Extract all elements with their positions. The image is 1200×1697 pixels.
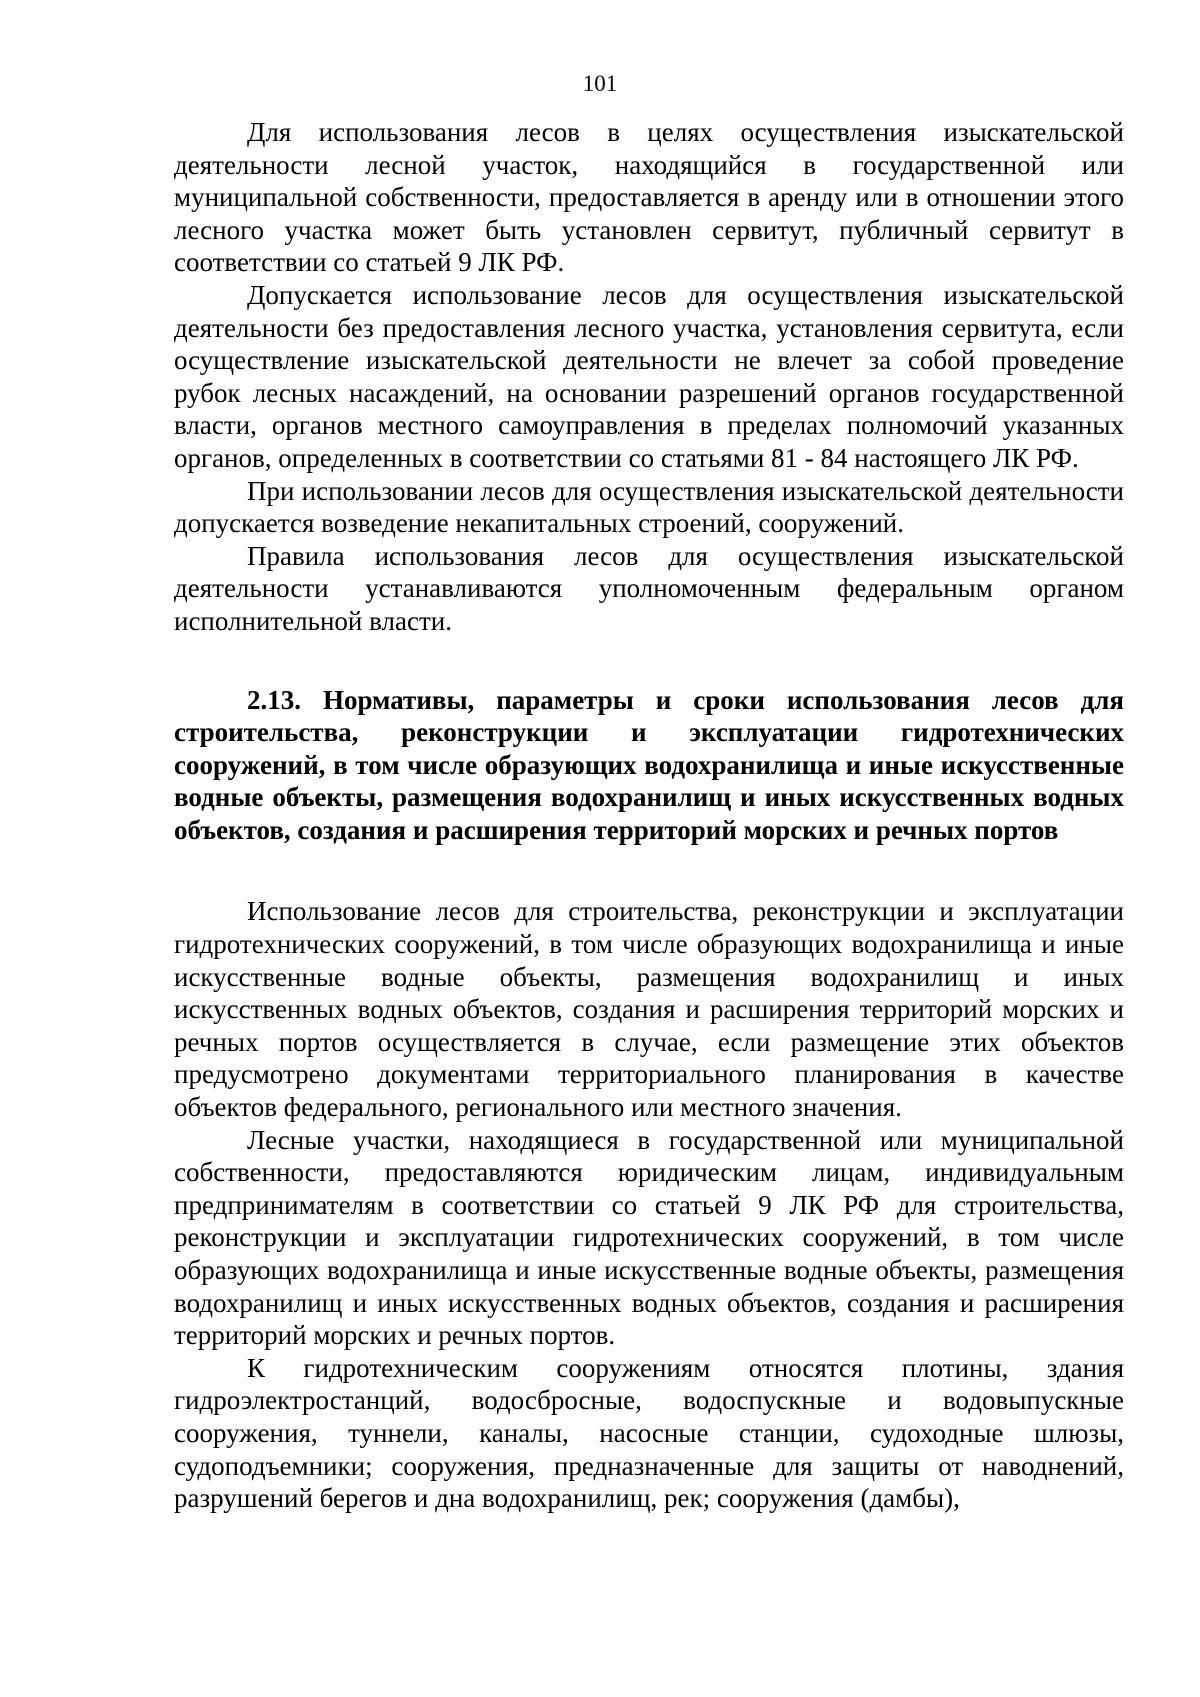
paragraph: При использовании лесов для осуществления изыскательской деятельности допускается возведение некапитальных строений, сооружений. bbox=[174, 475, 1124, 539]
section-heading: 2.13. Нормативы, параметры и сроки использования лесов для строительства, реконструкции и эксплуатации гидротехнических сооружений, в том числе образующих водохранилища и иные искусственные водные объекты, размещения водохранилищ и иных искусственных водных объектов, создания и расширения территорий морских и речных портов bbox=[174, 684, 1124, 845]
paragraph: Допускается использование лесов для осуществления изыскательской деятельности без предоставления лесного участка, установления сервитута, если осуществление изыскательской деятельности не влечет за собой проведение рубок лесных насаждений, на основании разрешений органов государственной власти, органов местного самоуправления в пределах полномочий указанных органов, определенных в соответствии со статьями 81 - 84 настоящего ЛК РФ. bbox=[174, 279, 1124, 473]
paragraph: К гидротехническим сооружениям относятся плотины, здания гидроэлектростанций, водосбросные, водоспускные и водовыпускные сооружения, туннели, каналы, насосные станции, судоходные шлюзы, судоподъемники; сооружения, предназначенные для защиты от наводнений, разрушений берегов и дна водохранилищ, рек; сооружения (дамбы), bbox=[174, 1352, 1124, 1514]
paragraph: Лесные участки, находящиеся в государственной или муниципальной собственности, предоставляются юридическим лицам, индивидуальным предпринимателям в соответствии со статьей 9 ЛК РФ для строительства, реконструкции и эксплуатации гидротехнических сооружений, в том числе образующих водохранилища и иные искусственные водные объекты, размещения водохранилищ и иных искусственных водных объектов, создания и расширения территорий морских и речных портов. bbox=[174, 1124, 1124, 1351]
page-number: 101 bbox=[582, 71, 618, 96]
paragraph: Правила использования лесов для осуществления изыскательской деятельности устанавливаются уполномоченным федеральным органом исполнительной власти. bbox=[174, 540, 1124, 636]
paragraph: Для использования лесов в целях осуществления изыскательской деятельности лесной участок, находящийся в государственной или муниципальной собственности, предоставляется в аренду или в отношении этого лесного участка может быть установлен сервитут, публичный сервитут в соответствии со статьей 9 ЛК РФ. bbox=[174, 117, 1124, 278]
document-body bbox=[174, 116, 1124, 1515]
paragraph: Использование лесов для строительства, реконструкции и эксплуатации гидротехнических сооружений, в том числе образующих водохранилища и иные искусственные водные объекты, размещения водохранилищ и иных искусственных водных объектов, создания и расширения территорий морских и речных портов осуществляется в случае, если размещение этих объектов предусмотрено документами территориального планирования в качестве объектов федерального, регионального или местного значения. bbox=[174, 896, 1124, 1123]
